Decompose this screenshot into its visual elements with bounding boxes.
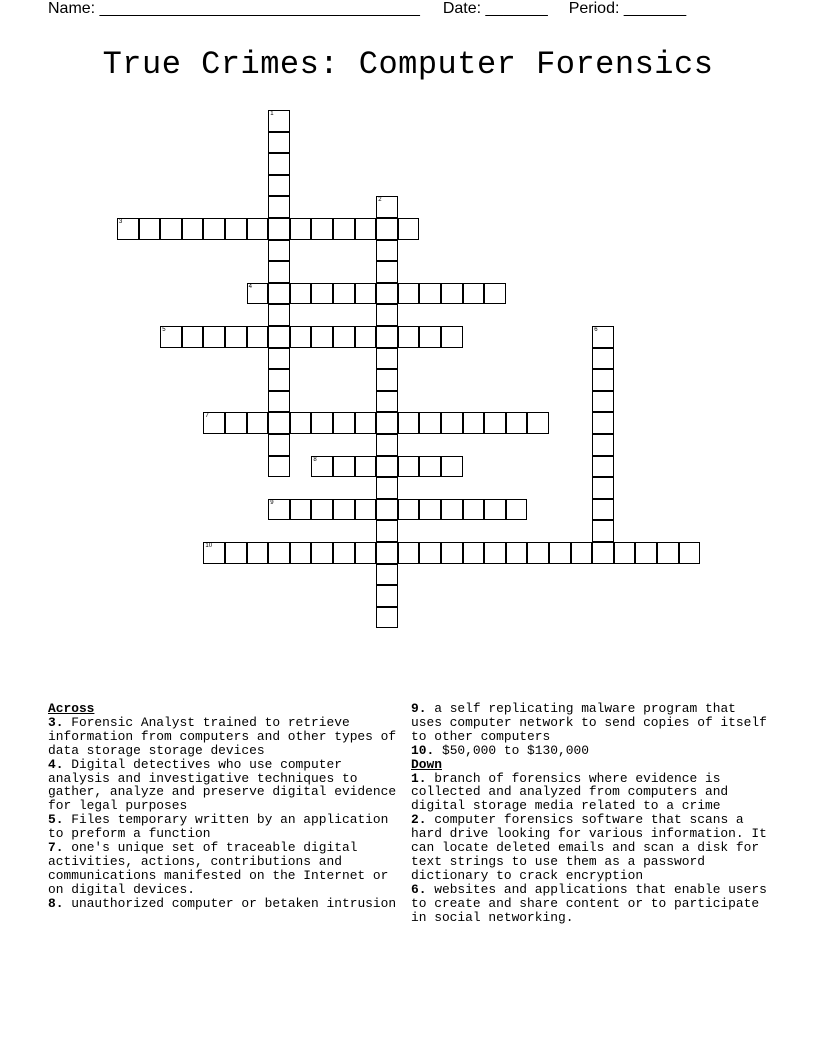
clue-down-1: 1. branch of forensics where evidence is collected and analyzed from computers and digital storage media related to a crime [411, 770, 729, 814]
grid-cell[interactable] [268, 175, 290, 197]
grid-cell[interactable] [247, 218, 269, 240]
grid-cell[interactable] [376, 477, 398, 499]
grid-cell[interactable] [268, 434, 290, 456]
grid-cell[interactable] [225, 542, 247, 564]
clue-number-label: 5 [162, 327, 166, 333]
grid-cell[interactable] [441, 499, 463, 521]
grid-cell[interactable] [182, 218, 204, 240]
grid-cell[interactable] [398, 542, 420, 564]
grid-cell[interactable] [506, 499, 528, 521]
grid-cell[interactable] [355, 499, 377, 521]
grid-cell[interactable] [419, 456, 441, 478]
grid-cell[interactable] [419, 499, 441, 521]
grid-cell[interactable] [203, 326, 225, 348]
clue-number-label: 7 [205, 413, 209, 420]
grid-cell[interactable] [592, 326, 614, 348]
grid-cell[interactable] [463, 499, 485, 521]
grid-cell[interactable] [268, 391, 290, 413]
name-field[interactable]: Name: ____________________________________ [48, 0, 420, 17]
grid-cell[interactable] [527, 542, 549, 564]
grid-cell[interactable] [635, 542, 657, 564]
grid-cell[interactable] [225, 326, 247, 348]
grid-cell[interactable] [333, 456, 355, 478]
grid-cell[interactable] [592, 369, 614, 391]
grid-cell[interactable] [182, 326, 204, 348]
grid-cell[interactable] [463, 542, 485, 564]
clue-down-6: 6. websites and applications that enable users to create and share content or to participate in social networking. [411, 881, 767, 925]
clue-number-label: 9 [270, 499, 274, 506]
grid-cell[interactable] [398, 499, 420, 521]
grid-cell[interactable] [160, 326, 182, 348]
grid-cell[interactable] [225, 218, 247, 240]
grid-cell[interactable] [376, 196, 398, 218]
grid-cell[interactable] [376, 564, 398, 586]
grid-cell[interactable] [139, 218, 161, 240]
grid-cell[interactable] [441, 542, 463, 564]
grid-cell[interactable] [203, 542, 225, 564]
grid-cell[interactable] [419, 326, 441, 348]
grid-cell[interactable] [290, 542, 312, 564]
clue-across-3: 3. Forensic Analyst trained to retrieve information from computers and other types of data storage storage devices [48, 714, 397, 758]
grid-cell[interactable] [311, 326, 333, 348]
grid-cell[interactable] [376, 218, 398, 240]
grid-cell[interactable] [268, 283, 290, 305]
grid-cell[interactable] [311, 542, 333, 564]
clue-number-label: 3 [119, 219, 123, 225]
grid-cell[interactable] [549, 542, 571, 564]
grid-cell[interactable] [571, 542, 593, 564]
grid-cell[interactable] [376, 585, 398, 607]
grid-cell[interactable] [268, 542, 290, 564]
grid-cell[interactable] [376, 240, 398, 262]
grid-cell[interactable] [376, 283, 398, 305]
grid-cell[interactable] [592, 499, 614, 521]
grid-cell[interactable] [376, 348, 398, 370]
grid-cell[interactable] [333, 499, 355, 521]
grid-cell[interactable] [376, 499, 398, 521]
grid-cell[interactable] [311, 456, 333, 478]
grid-cell[interactable] [463, 412, 485, 434]
clue-number-label: 4 [248, 283, 252, 290]
grid-cell[interactable] [484, 542, 506, 564]
grid-cell[interactable] [592, 456, 614, 478]
grid-cell[interactable] [419, 412, 441, 434]
grid-cell[interactable] [376, 369, 398, 391]
grid-cell[interactable] [117, 218, 139, 240]
grid-cell[interactable] [376, 520, 398, 542]
grid-cell[interactable] [333, 218, 355, 240]
grid-cell[interactable] [592, 520, 614, 542]
clue-number-label: 10 [205, 543, 213, 549]
grid-cell[interactable] [247, 542, 269, 564]
grid-cell[interactable] [376, 434, 398, 456]
period-field[interactable]: Period: _______ [568, 0, 687, 17]
grid-cell[interactable] [268, 261, 290, 283]
grid-cell[interactable] [290, 326, 312, 348]
grid-cell[interactable] [333, 412, 355, 434]
grid-cell[interactable] [506, 412, 528, 434]
grid-cell[interactable] [419, 542, 441, 564]
clue-across-8: 8. unauthorized computer or betaken intrusion [48, 895, 397, 911]
grid-cell[interactable] [290, 412, 312, 434]
grid-cell[interactable] [247, 283, 269, 305]
grid-cell[interactable] [268, 369, 290, 391]
clue-number-label: 6 [594, 327, 598, 333]
clue-across-10: 10. $50,000 to $130,000 [411, 742, 589, 758]
clue-across-4: 4. Digital detectives who use computer analysis and investigative techniques to gather, analyze and preserve digital evidence for legal purposes [48, 756, 397, 814]
grid-cell[interactable] [203, 412, 225, 434]
grid-cell[interactable] [268, 348, 290, 370]
grid-cell[interactable] [355, 326, 377, 348]
grid-cell[interactable] [355, 456, 377, 478]
clue-down-2: 2. computer forensics software that scans a hard drive looking for various information. It can locate deleted emails and scan a disk for text strings to use them as a password dictionary to crack encryption [411, 812, 767, 883]
down-heading: Down [411, 756, 442, 772]
grid-cell[interactable] [398, 412, 420, 434]
grid-cell[interactable] [376, 391, 398, 413]
grid-cell[interactable] [376, 261, 398, 283]
grid-cell[interactable] [592, 477, 614, 499]
grid-cell[interactable] [311, 499, 333, 521]
grid-cell[interactable] [463, 283, 485, 305]
clue-across-7: 7. one's unique set of traceable digital activities, actions, contributions and communications manifested on the Internet or on digital devices. [48, 840, 389, 897]
clues-right-column [411, 702, 771, 925]
grid-cell[interactable] [268, 456, 290, 478]
clues-left-column [48, 702, 398, 911]
grid-cell[interactable] [398, 456, 420, 478]
clue-number-label: 1 [270, 111, 274, 117]
grid-cell[interactable] [225, 412, 247, 434]
grid-cell[interactable] [355, 542, 377, 564]
grid-cell[interactable] [592, 391, 614, 413]
grid-cell[interactable] [333, 326, 355, 348]
grid-cell[interactable] [268, 153, 290, 175]
grid-cell[interactable] [441, 456, 463, 478]
grid-cell[interactable] [268, 196, 290, 218]
grid-cell[interactable] [160, 218, 182, 240]
grid-cell[interactable] [247, 412, 269, 434]
grid-cell[interactable] [268, 132, 290, 154]
grid-cell[interactable] [441, 283, 463, 305]
grid-cell[interactable] [333, 283, 355, 305]
grid-cell[interactable] [268, 304, 290, 326]
grid-cell[interactable] [376, 607, 398, 629]
grid-cell[interactable] [679, 542, 701, 564]
grid-cell[interactable] [592, 542, 614, 564]
grid-cell[interactable] [203, 218, 225, 240]
grid-cell[interactable] [441, 412, 463, 434]
grid-cell[interactable] [419, 283, 441, 305]
grid-cell[interactable] [484, 412, 506, 434]
grid-cell[interactable] [398, 218, 420, 240]
grid-cell[interactable] [333, 542, 355, 564]
grid-cell[interactable] [268, 499, 290, 521]
grid-cell[interactable] [290, 499, 312, 521]
grid-cell[interactable] [247, 326, 269, 348]
grid-cell[interactable] [268, 412, 290, 434]
grid-cell[interactable] [484, 499, 506, 521]
grid-cell[interactable] [376, 304, 398, 326]
across-heading: Across [48, 701, 95, 716]
clue-number-label: 2 [378, 197, 382, 204]
grid-cell[interactable] [376, 326, 398, 348]
grid-cell[interactable] [398, 283, 420, 305]
grid-cell[interactable] [311, 218, 333, 240]
clue-across-9: 9. a self replicating malware program that uses computer network to send copies of itself to other computers [411, 701, 767, 744]
grid-cell[interactable] [268, 110, 290, 132]
grid-cell[interactable] [311, 412, 333, 434]
grid-cell[interactable] [268, 218, 290, 240]
grid-cell[interactable] [355, 283, 377, 305]
page-title: True Crimes: Computer Forensics [102, 46, 714, 83]
grid-cell[interactable] [268, 326, 290, 348]
grid-cell[interactable] [398, 326, 420, 348]
date-field[interactable]: Date: _______ [442, 0, 548, 17]
grid-cell[interactable] [441, 326, 463, 348]
grid-cell[interactable] [376, 542, 398, 564]
grid-cell[interactable] [376, 456, 398, 478]
grid-cell[interactable] [592, 348, 614, 370]
grid-cell[interactable] [614, 542, 636, 564]
grid-cell[interactable] [355, 412, 377, 434]
clue-across-5: 5. Files temporary written by an application to preform a function [48, 812, 389, 842]
grid-cell[interactable] [290, 218, 312, 240]
grid-cell[interactable] [657, 542, 679, 564]
grid-cell[interactable] [376, 412, 398, 434]
grid-cell[interactable] [484, 283, 506, 305]
grid-cell[interactable] [506, 542, 528, 564]
clue-number-label: 8 [313, 456, 317, 463]
grid-cell[interactable] [592, 412, 614, 434]
grid-cell[interactable] [311, 283, 333, 305]
grid-cell[interactable] [355, 218, 377, 240]
grid-cell[interactable] [268, 240, 290, 262]
grid-cell[interactable] [527, 412, 549, 434]
grid-cell[interactable] [290, 283, 312, 305]
grid-cell[interactable] [592, 434, 614, 456]
